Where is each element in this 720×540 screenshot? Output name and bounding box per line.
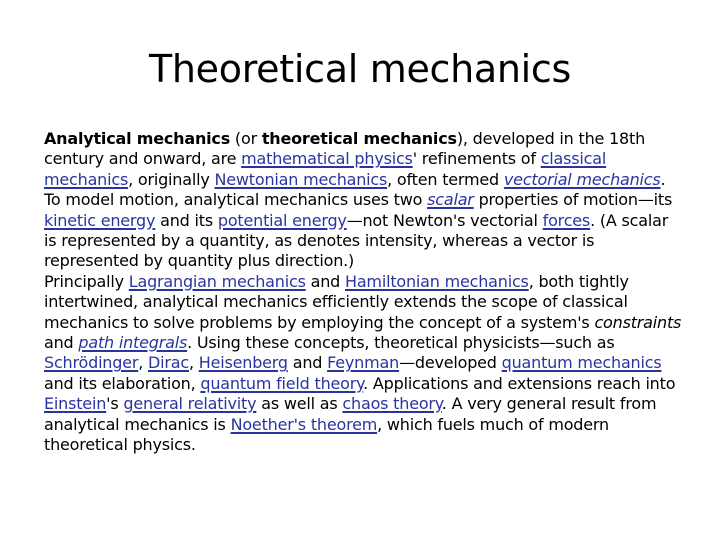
- text: . (A scalar is represented by a quantity, as denotes intensity, whereas a vector is represented by quantity plus direction.): [44, 210, 669, 271]
- term-analytical-mechanics: Analytical mechanics: [44, 129, 231, 148]
- text: . Using these concepts, theoretical physicists—such as: [187, 333, 615, 353]
- link-forces[interactable]: forces: [542, 210, 591, 230]
- link-einstein[interactable]: Einstein: [44, 394, 107, 414]
- link-classical-mechanics[interactable]: classical mechanics: [44, 149, 607, 189]
- link-scalar[interactable]: scalar: [427, 190, 474, 210]
- paragraph-lagrangian-hamiltonian: [44, 272, 684, 456]
- link-kinetic-energy[interactable]: kinetic energy: [44, 210, 156, 230]
- text: ), developed in the 18th century and onward, are: [44, 129, 646, 169]
- term-constraints: constraints: [594, 312, 682, 332]
- text: and its: [155, 210, 218, 230]
- text: properties of motion—its: [473, 190, 673, 210]
- paragraph-analytical-mechanics: [44, 129, 684, 272]
- text: 's: [106, 394, 124, 414]
- article-body: [44, 129, 684, 456]
- text: and its elaboration,: [44, 373, 201, 393]
- link-path-integrals[interactable]: path integrals: [78, 333, 188, 353]
- text: . To model motion, analytical mechanics uses two: [44, 169, 666, 210]
- text: and: [44, 333, 79, 353]
- text: , originally: [128, 169, 215, 189]
- text: ' refinements of: [412, 149, 541, 169]
- link-vectorial-mechanics[interactable]: vectorial mechanics: [503, 169, 661, 189]
- link-schrodinger[interactable]: Schrödinger: [44, 353, 139, 373]
- link-dirac[interactable]: Dirac: [148, 353, 189, 373]
- link-quantum-mechanics[interactable]: quantum mechanics: [501, 353, 662, 373]
- link-feynman[interactable]: Feynman: [327, 353, 400, 373]
- text: and: [287, 353, 328, 373]
- link-potential-energy[interactable]: potential energy: [217, 210, 347, 230]
- link-heisenberg[interactable]: Heisenberg: [198, 353, 288, 373]
- page-title: Theoretical mechanics: [148, 47, 572, 91]
- link-noethers-theorem[interactable]: Noether's theorem: [230, 414, 378, 434]
- text: —developed: [399, 353, 502, 373]
- text: ,: [138, 353, 149, 373]
- link-quantum-field-theory[interactable]: quantum field theory: [200, 373, 364, 393]
- text: (or: [230, 129, 262, 148]
- link-lagrangian-mechanics[interactable]: Lagrangian mechanics: [128, 271, 306, 291]
- text: , which fuels much of modern theoretical physics.: [44, 414, 609, 455]
- link-mathematical-physics[interactable]: mathematical physics: [241, 149, 413, 169]
- link-hamiltonian-mechanics[interactable]: Hamiltonian mechanics: [345, 271, 529, 291]
- link-general-relativity[interactable]: general relativity: [123, 394, 257, 414]
- text: , both tightly intertwined, analytical mechanics efficiently extends the scope of classical mechanics to solve problems by employing the concept of a system's: [44, 271, 629, 332]
- text: Principally: [44, 271, 129, 291]
- text: as well as: [256, 394, 343, 414]
- term-theoretical-mechanics: theoretical mechanics: [261, 129, 457, 148]
- text: , often termed: [387, 169, 504, 189]
- text: ,: [188, 353, 199, 373]
- text: —not Newton's vectorial: [346, 210, 543, 230]
- text: and: [305, 271, 345, 291]
- text: . A very general result from analytical mechanics is: [44, 394, 657, 434]
- text: . Applications and extensions reach into: [363, 373, 676, 393]
- link-chaos-theory[interactable]: chaos theory: [342, 394, 442, 414]
- link-newtonian-mechanics[interactable]: Newtonian mechanics: [214, 169, 388, 189]
